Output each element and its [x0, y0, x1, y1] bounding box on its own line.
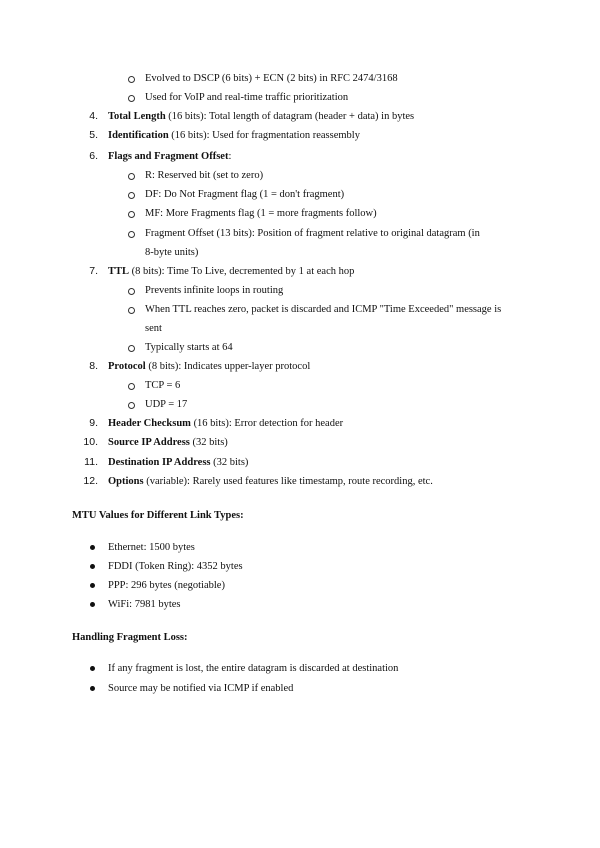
hollow-bullet-icon — [128, 402, 135, 409]
sub-item: Prevents infinite loops in routing — [145, 285, 284, 296]
bullet-icon — [90, 564, 95, 569]
bullet-icon — [90, 545, 95, 550]
field-desc: : — [228, 151, 232, 162]
list-number: 9. — [89, 417, 98, 429]
list-number: 8. — [89, 360, 98, 372]
list-number: 7. — [89, 265, 98, 277]
field-name: Identification — [108, 130, 169, 141]
hollow-bullet-icon — [128, 288, 135, 295]
list-number: 4. — [89, 110, 98, 122]
field-name: Protocol — [108, 361, 146, 372]
tos-sub-item: Used for VoIP and real-time traffic prioritization — [145, 92, 349, 103]
list-item — [108, 110, 414, 123]
sub-item: Fragment Offset (13 bits): Position of fragment relative to original datagram (in — [145, 228, 480, 239]
bullet-icon — [90, 666, 95, 671]
sub-item: R: Reserved bit (set to zero) — [145, 170, 264, 181]
section-heading: MTU Values for Different Link Types: — [72, 510, 244, 521]
list-item — [108, 417, 343, 430]
hollow-bullet-icon — [128, 95, 135, 102]
hollow-bullet-icon — [128, 383, 135, 390]
list-item — [108, 456, 248, 469]
sub-item: UDP = 17 — [145, 399, 188, 410]
list-number: 6. — [89, 150, 98, 162]
list-number: 11. — [84, 456, 98, 468]
list-number: 10. — [83, 436, 98, 448]
hollow-bullet-icon — [128, 231, 135, 238]
list-number: 5. — [89, 129, 98, 141]
sub-item: MF: More Fragments flag (1 = more fragments follow) — [145, 208, 377, 219]
hollow-bullet-icon — [128, 76, 135, 83]
field-name: Destination IP Address — [108, 457, 211, 468]
section-heading: Handling Fragment Loss: — [72, 632, 188, 643]
field-desc: (32 bits) — [210, 457, 249, 468]
field-name: Total Length — [108, 111, 166, 122]
sub-item-continued: 8-byte units) — [145, 247, 199, 258]
hollow-bullet-icon — [128, 173, 135, 180]
bullet-item: FDDI (Token Ring): 4352 bytes — [108, 561, 243, 572]
list-item — [108, 129, 360, 142]
sub-item: TCP = 6 — [145, 380, 181, 391]
bullet-item: If any fragment is lost, the entire datagram is discarded at destination — [108, 663, 399, 674]
bullet-item: PPP: 296 bytes (negotiable) — [108, 580, 225, 591]
field-desc: (16 bits): Total length of datagram (header + data) in bytes — [165, 111, 415, 122]
list-item — [108, 150, 231, 163]
list-item — [108, 475, 433, 488]
sub-item: DF: Do Not Fragment flag (1 = don't fragment) — [145, 189, 345, 200]
list-item — [108, 436, 228, 449]
hollow-bullet-icon — [128, 307, 135, 314]
field-desc: (16 bits): Error detection for header — [190, 418, 344, 429]
sub-item-continued: sent — [145, 323, 162, 334]
bullet-item: WiFi: 7981 bytes — [108, 599, 181, 610]
bullet-icon — [90, 583, 95, 588]
hollow-bullet-icon — [128, 192, 135, 199]
bullet-item: Source may be notified via ICMP if enabled — [108, 683, 294, 694]
field-name: Header Checksum — [108, 418, 191, 429]
field-name: Flags and Fragment Offset — [108, 151, 229, 162]
bullet-icon — [90, 686, 95, 691]
bullet-icon — [90, 602, 95, 607]
hollow-bullet-icon — [128, 211, 135, 218]
list-item — [108, 265, 354, 278]
tos-sub-item: Evolved to DSCP (6 bits) + ECN (2 bits) in RFC 2474/3168 — [145, 73, 398, 84]
hollow-bullet-icon — [128, 345, 135, 352]
field-name: Source IP Address — [108, 437, 190, 448]
sub-item: When TTL reaches zero, packet is discarded and ICMP "Time Exceeded" message is — [145, 304, 502, 315]
field-desc: (32 bits) — [189, 437, 228, 448]
field-name: TTL — [108, 266, 130, 277]
field-name: Options — [108, 476, 144, 487]
list-number: 12. — [83, 475, 98, 487]
sub-item: Typically starts at 64 — [145, 342, 233, 353]
field-desc: (16 bits): Used for fragmentation reassembly — [168, 130, 360, 141]
field-desc: (variable): Rarely used features like timestamp, route recording, etc. — [143, 476, 433, 487]
bullet-item: Ethernet: 1500 bytes — [108, 542, 195, 553]
list-item — [108, 360, 310, 373]
field-desc: (8 bits): Indicates upper-layer protocol — [145, 361, 311, 372]
field-desc: (8 bits): Time To Live, decremented by 1 at each hop — [129, 266, 355, 277]
